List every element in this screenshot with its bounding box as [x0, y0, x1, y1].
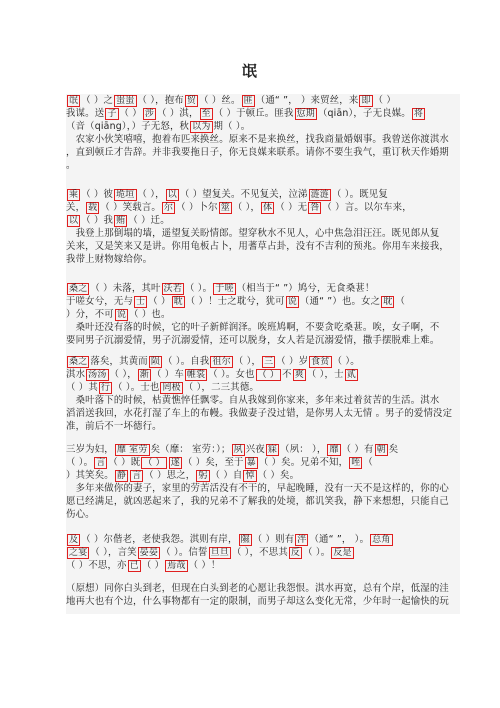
- annotated-term: 尔: [164, 203, 174, 213]
- annotated-term: 寐: [267, 445, 278, 455]
- annotated-term: 涟涟: [310, 190, 329, 200]
- document-body: [66, 94, 460, 614]
- text-run: 矣（靡： 室劳：）；: [150, 444, 231, 455]
- paragraph: [66, 533, 460, 572]
- text-run: （ ）！士之耽兮，犹可: [185, 296, 285, 307]
- text-run: （ ），: [137, 189, 165, 200]
- annotated-term: 之宴: [69, 548, 88, 558]
- text-run: （ ）笑载言。: [100, 202, 161, 213]
- text-run: （: [395, 296, 406, 307]
- text-run: （ ）。既见复: [332, 189, 388, 200]
- text-run: （通“ ”）也。女之: [299, 296, 381, 307]
- text-run: 要同男子沉溺爱情，男子沉溺爱情，还可以脱身，女人若是沉溺爱情，撒手摆脱难上难。: [66, 335, 440, 346]
- annotated-term: 隰: [240, 535, 250, 545]
- annotated-term: 渐: [139, 370, 149, 380]
- text-run: 多年来做你的妻子，家里的劳苦活没有不干的，早起晚睡，没有一天不是这样的，你的心: [66, 483, 450, 494]
- text-run: 期（ ）。: [213, 121, 251, 132]
- text-run: （ ）矣，至于: [183, 457, 244, 468]
- text-run: （ ），: [232, 202, 261, 213]
- text-line: [66, 508, 460, 521]
- paragraph: [66, 443, 460, 521]
- text-line: [66, 214, 460, 227]
- annotated-term: 愆期: [296, 109, 315, 119]
- text-line: [66, 282, 460, 295]
- text-line: [66, 381, 460, 394]
- annotated-term: 咥: [351, 458, 361, 468]
- text-run: （音（qiāng），）子无怒，秋: [66, 121, 190, 132]
- annotated-term: 晏晏: [139, 548, 159, 558]
- text-run: （ ）。自我: [163, 356, 210, 367]
- annotated-term: 沃若: [163, 284, 183, 294]
- paragraph: [66, 582, 460, 608]
- text-run: （: [363, 457, 373, 468]
- text-run: （ ）其: [66, 382, 98, 393]
- annotated-term: 将: [413, 109, 424, 119]
- text-line: [66, 146, 460, 159]
- text-run: （ ），抱布: [137, 95, 184, 106]
- text-run: （ ）: [148, 296, 171, 307]
- text-run: 滔滔送我回，水花打湿了车上的布幔。我做妻子没过错，是你男人太无情 。男子的爱情没定: [66, 408, 453, 419]
- text-run: 伤心。: [66, 509, 95, 520]
- annotated-term: 爽: [294, 370, 304, 380]
- annotated-term: 徂尔: [212, 357, 231, 367]
- text-run: （ ）。士也: [113, 382, 160, 393]
- text-run: 落矣，其黄而: [90, 356, 148, 367]
- text-run: （ ）: [141, 560, 165, 571]
- text-run: （通“ ”， ）。: [309, 534, 370, 545]
- paragraph-gap: [66, 347, 460, 355]
- text-run: （ ）。女也: [208, 369, 255, 380]
- annotated-term: 静: [116, 471, 127, 481]
- paragraph-gap: [66, 172, 460, 188]
- text-line: [66, 368, 460, 381]
- text-run: （ ）则有: [252, 534, 295, 545]
- text-run: 准，前后不一坏德行。: [66, 421, 162, 432]
- annotated-term: 靡: [329, 445, 339, 455]
- text-run: （ ）矣。兄弟不知，: [258, 457, 349, 468]
- text-run: （ ）矣。: [257, 470, 300, 481]
- annotated-term: 汤汤: [88, 370, 107, 380]
- text-line: [66, 133, 460, 146]
- text-line: [66, 240, 460, 253]
- text-line: [66, 469, 460, 482]
- annotated-term: 士: [136, 297, 146, 307]
- annotated-term: 食贫: [311, 357, 330, 367]
- text-run: 我登上那倒塌的墙，遥望复关盼情郎。望穿秋水不见人，心中焦急泪汪汪。既见郎从复: [66, 228, 440, 239]
- annotated-term: 咎: [310, 203, 320, 213]
- text-run: 兴夜: [245, 444, 265, 455]
- text-line: [66, 253, 460, 266]
- annotated-term: 言: [96, 458, 106, 468]
- text-run: （ ）卜尔: [176, 202, 218, 213]
- text-run: ）分，不可: [66, 309, 114, 320]
- annotated-term: 桑之: [69, 284, 88, 294]
- text-run: （ ）。: [303, 547, 331, 558]
- text-run: （ ）岁: [276, 356, 309, 367]
- annotated-term: 桑之: [69, 357, 88, 367]
- text-run: （相当于“ ”）鸠兮，无食桑葚！: [236, 283, 375, 294]
- text-run: （ ）既: [108, 457, 141, 468]
- text-run: （ ）无: [275, 202, 308, 213]
- text-run: 地再大也有个边，什么事物都有一定的限制，而男子却这么变化无常，少年时一起愉快的玩: [66, 596, 450, 607]
- text-run: 矣: [388, 444, 399, 455]
- text-run: 于嗟女兮，无与: [66, 296, 134, 307]
- annotated-term: 即: [361, 96, 371, 106]
- paragraph: [66, 282, 460, 347]
- text-line: [66, 546, 460, 559]
- text-run: （ ）车: [151, 369, 184, 380]
- text-line: [66, 227, 460, 240]
- annotated-term: 靡 室劳: [116, 445, 148, 455]
- text-run: （ ）未落，其叶: [90, 283, 161, 294]
- annotated-term: 筮: [220, 203, 230, 213]
- annotated-term: 以: [167, 190, 177, 200]
- text-line: [66, 120, 460, 133]
- text-run: 不: [282, 369, 292, 380]
- annotated-term: 反是: [333, 548, 352, 558]
- annotated-term: 陨: [150, 357, 161, 367]
- text-run: 。: [66, 160, 76, 171]
- annotated-term: 蚩蚩: [116, 96, 135, 106]
- text-run: （原想）同你白头到老，但现在白头到老的心愿让我怨恨。淇水再宽，总有个岸，低湿的洼: [66, 583, 450, 594]
- text-run: （ ），士: [306, 369, 344, 380]
- annotated-term: 贿: [116, 216, 126, 226]
- annotated-term: 泮: [297, 535, 307, 545]
- text-run: （ ）。: [185, 283, 213, 294]
- text-run: （ ），二三其德。: [183, 382, 259, 393]
- text-run: ，直到顿丘才告辞。并非我要拖日子，你无良媒来联系。请你不要生我气，重订秋天作婚期: [66, 147, 450, 158]
- annotated-term: 乘: [69, 190, 79, 200]
- paragraph: [66, 188, 460, 266]
- annotated-term: 氓: [69, 96, 79, 106]
- text-run: （ ），: [109, 369, 137, 380]
- text-run: （ ）尔偕老，老使我怨。淇则有岸，: [81, 534, 238, 545]
- text-run: 农家小伙笑嘻嘻，抱着布匹来换丝。原来不是来换丝，找我商量婚姻事。我曾送你渡淇水: [66, 134, 450, 145]
- annotated-term: 以为: [192, 122, 211, 132]
- text-line: [66, 456, 460, 469]
- text-line: [66, 159, 460, 172]
- text-run: （夙： ），: [280, 444, 327, 455]
- annotated-term: 躬: [198, 471, 208, 481]
- annotated-term: 已: [129, 561, 139, 571]
- annotated-term: 总角: [372, 535, 391, 545]
- text-line: [66, 559, 460, 572]
- annotated-term: 体: [263, 203, 273, 213]
- text-run: 关，: [66, 202, 86, 213]
- text-run: 愿已经满足，就凶恶起来了，我的兄弟不了解我的处境，都讥笑我，静下来想想，只能自己: [66, 496, 450, 507]
- text-line: [66, 394, 460, 407]
- annotated-term: （ ）: [257, 370, 280, 380]
- paragraph-gap: [66, 572, 460, 582]
- paragraph-gap: [66, 433, 460, 443]
- text-run: （ ）。: [332, 356, 360, 367]
- text-run: （ ），言笑: [90, 547, 137, 558]
- text-line: [66, 308, 460, 321]
- paragraph: [66, 94, 460, 172]
- annotated-term: 说: [116, 310, 127, 320]
- annotated-term: 耽: [173, 297, 183, 307]
- annotated-term: 匪: [243, 96, 253, 106]
- text-line: [66, 533, 460, 546]
- annotated-term: 遂: [170, 458, 180, 468]
- annotated-term: 至: [201, 109, 211, 119]
- text-line: [66, 188, 460, 201]
- annotated-term: 垝垣: [116, 190, 135, 200]
- text-run: （ ），不思其: [231, 547, 288, 558]
- text-line: [66, 295, 460, 308]
- annotated-term: 悼: [245, 471, 255, 481]
- annotated-term: 言: [132, 471, 142, 481]
- text-run: （ ）丝。: [199, 95, 241, 106]
- text-line: [66, 443, 460, 456]
- annotated-term: 贸: [186, 96, 197, 106]
- text-run: 三岁为妇，: [66, 444, 114, 455]
- text-line: [66, 595, 460, 608]
- text-line: [66, 321, 460, 334]
- text-run: （ ）不思，亦: [66, 560, 127, 571]
- text-line: [66, 334, 460, 347]
- text-line: [66, 407, 460, 420]
- annotated-term: 三: [264, 357, 274, 367]
- text-run: 关来，又是笑来又是讲。你用龟板占卜，用蓍草占卦，没有不吉利的预兆。你用车来接我，: [66, 241, 450, 252]
- annotated-term: 以: [69, 216, 79, 226]
- annotated-term: 焉哉: [167, 561, 186, 571]
- text-run: （ ）有: [341, 444, 374, 455]
- annotated-term: 说: [287, 297, 297, 307]
- text-run: （ ）。信誓: [161, 547, 208, 558]
- annotated-term: 帷裳: [186, 370, 206, 380]
- annotated-term: 罔极: [162, 383, 181, 393]
- text-run: （ ）: [119, 108, 142, 119]
- text-run: （ ）迁。: [128, 215, 170, 226]
- text-run: 淇水: [66, 369, 86, 380]
- annotated-term: 贰: [346, 370, 356, 380]
- text-line: [66, 94, 460, 107]
- text-run: （ ）: [373, 95, 396, 106]
- text-run: 我谋。送: [66, 108, 105, 119]
- annotated-term: 暴: [246, 458, 256, 468]
- annotated-term: （ ）: [143, 458, 165, 468]
- annotated-term: 及: [69, 535, 79, 545]
- annotated-term: 反: [290, 548, 301, 558]
- text-run: （ ）淇，: [157, 108, 199, 119]
- text-run: （ ）言。以尔车来，: [322, 202, 412, 213]
- annotated-term: 涉: [144, 109, 155, 119]
- text-run: （ ）自: [210, 470, 243, 481]
- annotated-term: 载: [88, 203, 98, 213]
- text-run: （qiān），子无良媒。: [317, 108, 411, 119]
- text-run: （ ）！: [188, 560, 221, 571]
- text-line: [66, 355, 460, 368]
- text-line: [66, 482, 460, 495]
- text-line: [66, 495, 460, 508]
- annotated-term: 夙: [233, 445, 243, 455]
- paragraph: [66, 355, 460, 433]
- text-run: ）其笑矣。: [66, 470, 114, 481]
- text-run: （ ）望复关。不见复关，泣涕: [179, 189, 308, 200]
- text-run: （ ）于顿丘。匪我: [213, 108, 294, 119]
- paragraph-gap: [66, 521, 460, 533]
- text-run: 我带上财物嫁给你。: [66, 254, 153, 265]
- annotated-term: 耽: [383, 297, 393, 307]
- text-run: （ ），: [233, 356, 262, 367]
- text-line: [66, 107, 460, 120]
- annotated-term: 旦旦: [210, 548, 229, 558]
- text-run: （ ）之: [81, 95, 114, 106]
- text-line: [66, 582, 460, 595]
- annotated-term: 子: [107, 109, 117, 119]
- text-line: [66, 201, 460, 214]
- text-run: （ ）我: [81, 215, 114, 226]
- text-run: （ ）彼: [81, 189, 114, 200]
- text-run: （通“ ”， ）来贸丝，来: [255, 95, 359, 106]
- text-run: （ ）。: [66, 457, 94, 468]
- paragraph-gap: [66, 266, 460, 282]
- annotated-term: 朝: [376, 445, 386, 455]
- text-run: （ ）思之，: [144, 470, 196, 481]
- text-run: 桑叶落下的时候，枯黄憔悴任飘零。自从我嫁到你家来，多年来过着贫苦的生活。淇水: [66, 395, 440, 406]
- annotated-term: 行: [100, 383, 111, 393]
- page-title: 氓: [241, 62, 258, 80]
- text-line: [66, 420, 460, 433]
- text-run: （ ）也。: [129, 309, 171, 320]
- annotated-term: 于嗟: [215, 284, 234, 294]
- text-run: 桑叶还没有落的时候，它的叶子新鲜润泽。唉班鸠啊，不要贪吃桑葚。唉，女子啊，不: [66, 322, 440, 333]
